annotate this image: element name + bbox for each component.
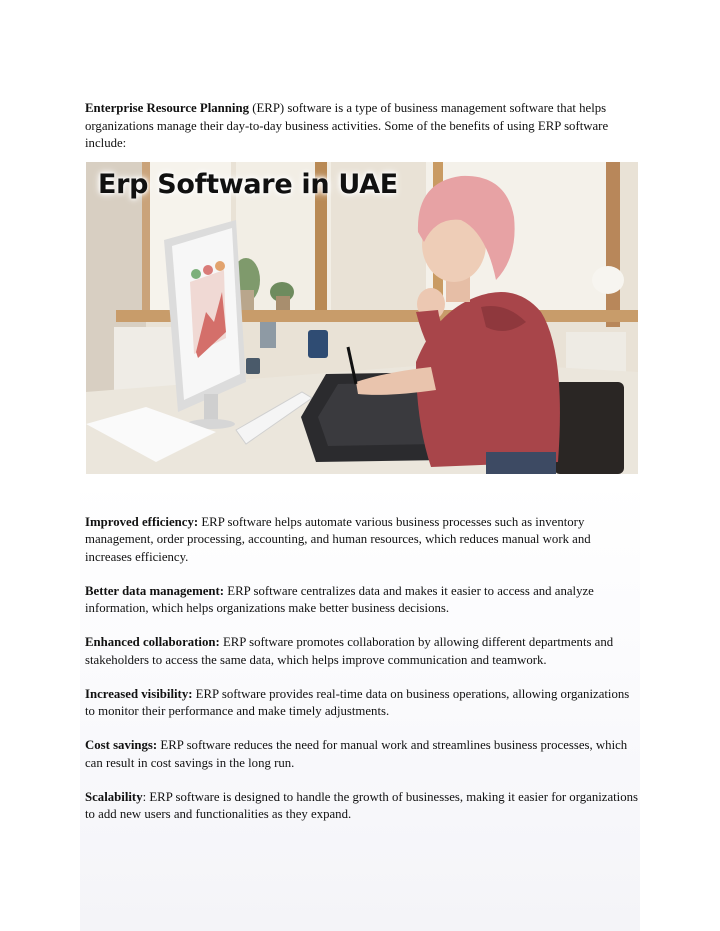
- benefit-title: Better data management:: [85, 583, 225, 598]
- benefit-item: [85, 514, 640, 567]
- benefit-title: Cost savings:: [85, 738, 158, 752]
- benefit-text: ERP software promotes collaboration by allowing different departments and stakeholders to access the same data, which helps improve communication and teamwork.: [85, 635, 614, 667]
- office-photo-illustration: [86, 162, 638, 474]
- intro-lead-bold: Enterprise Resource Planning: [85, 101, 249, 115]
- benefit-text: ERP software reduces the need for manual work and streamlines business processes, which can result in cost savings in the long run.: [85, 738, 628, 770]
- hero-image: [86, 162, 638, 474]
- document-body: [85, 100, 640, 840]
- benefit-title: Increased visibility:: [85, 686, 193, 701]
- hero-image-title: Erp Software in UAE: [98, 168, 398, 200]
- benefit-title: Scalability: [85, 789, 143, 804]
- benefit-title: Improved efficiency:: [85, 514, 199, 529]
- benefit-title: Enhanced collaboration:: [85, 635, 220, 649]
- benefit-item: [85, 686, 640, 721]
- benefit-item: [85, 737, 640, 772]
- benefit-text: ERP software provides real-time data on business operations, allowing organizations to monitor their performance and make timely adjustments.: [85, 686, 630, 718]
- benefits-list: [85, 514, 640, 824]
- benefit-text: ERP software centralizes data and makes it easier to access and analyze information, which helps organizations make better business decisions.: [85, 583, 594, 615]
- benefit-text: : ERP software is designed to handle the growth of businesses, making it easier for organizations to add new users and functionalities as they expand.: [85, 789, 639, 821]
- intro-text: (ERP) software is a type of business management software that helps organizations manage their day-to-day business activities. Some of the benefits of using ERP software include:: [85, 101, 609, 150]
- intro-paragraph: [85, 100, 640, 153]
- benefit-item: [85, 634, 640, 669]
- benefit-item: [85, 789, 640, 824]
- benefit-text: ERP software helps automate various business processes such as inventory management, order processing, accounting, and human resources, which reduces manual work and increases efficiency.: [85, 514, 591, 564]
- benefit-item: [85, 583, 640, 618]
